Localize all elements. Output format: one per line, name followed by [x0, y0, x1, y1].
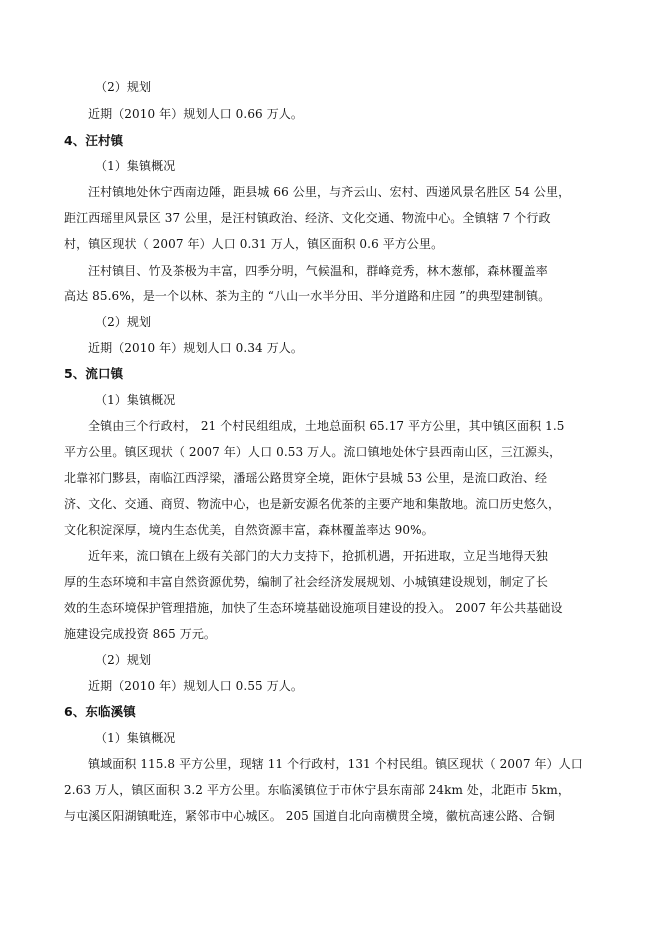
- paragraph-line: 距江西瑶里风景区 37 公里，是汪村镇政治、经济、文化交通、物流中心。全镇辖 7 个行政: [64, 211, 551, 225]
- paragraph-line: 近期（2010 年）规划人口 0.55 万人。: [88, 679, 304, 693]
- paragraph-line: 施建设完成投资 865 万元。: [64, 627, 217, 641]
- paragraph-line: 村，镇区现状（ 2007 年）人口 0.31 万人，镇区面积 0.6 平方公里。: [64, 237, 444, 251]
- paragraph-line: 效的生态环境保护管理措施，加快了生态环境基础设施项目建设的投入。 2007 年公共基础设: [64, 601, 563, 615]
- subsection-heading: （1）集镇概况: [95, 159, 176, 173]
- subsection-heading: （1）集镇概况: [95, 393, 176, 407]
- paragraph-line: 北靠祁门黟县，南临江西浮梁，潘瑶公路贯穿全境，距休宁县城 53 公里，是流口政治、经: [64, 471, 548, 485]
- section-heading: 4、汪村镇: [64, 133, 124, 148]
- paragraph-line: 文化积淀深厚，境内生态优美，自然资源丰富，森林覆盖率达 90%。: [64, 523, 434, 537]
- paragraph-line: 汪村镇目、竹及茶极为丰富，四季分明，气候温和，群峰竞秀，林木葱郁，森林覆盖率: [88, 264, 548, 278]
- paragraph-line: 全镇由三个行政村， 21 个村民组组成，土地总面积 65.17 平方公里，其中镇区面积 1.5: [88, 419, 565, 433]
- paragraph-line: 高达 85.6%，是一个以林、茶为主的 “八山一水半分田、半分道路和庄园 ”的典型建制镇。: [64, 289, 551, 303]
- paragraph-line: 近年来，流口镇在上级有关部门的大力支持下，抢抓机遇，开拓进取，立足当地得天独: [88, 549, 548, 563]
- section-heading: 5、流口镇: [64, 366, 124, 381]
- paragraph-line: 平方公里。镇区现状（ 2007 年）人口 0.53 万人。流口镇地处休宁县西南山区，三江源头，: [64, 445, 562, 459]
- paragraph-line: 近期（2010 年）规划人口 0.66 万人。: [88, 107, 304, 121]
- section-heading: 6、东临溪镇: [64, 704, 136, 719]
- subsection-heading: （2）规划: [95, 80, 152, 94]
- subsection-heading: （2）规划: [95, 315, 152, 329]
- paragraph-line: 济、文化、交通、商贸、物流中心，也是新安源名优茶的主要产地和集散地。流口历史悠久，: [64, 497, 561, 511]
- paragraph-line: 2.63 万人，镇区面积 3.2 平方公里。东临溪镇位于市休宁县东南部 24km 处，北距市 5km，: [64, 783, 570, 797]
- paragraph-line: 与屯溪区阳湖镇毗连，紧邻市中心城区。 205 国道自北向南横贯全境，徽杭高速公路、合铜: [64, 809, 555, 823]
- paragraph-line: 近期（2010 年）规划人口 0.34 万人。: [88, 341, 304, 355]
- subsection-heading: （1）集镇概况: [95, 731, 176, 745]
- paragraph-line: 镇域面积 115.8 平方公里，现辖 11 个行政村，131 个村民组。镇区现状（ 2007 年）人口: [88, 757, 583, 771]
- paragraph-line: 汪村镇地处休宁西南边陲，距县城 66 公里，与齐云山、宏村、西递风景名胜区 54 公里，: [88, 185, 571, 199]
- paragraph-line: 厚的生态环境和丰富自然资源优势，编制了社会经济发展规划、小城镇建设规划，制定了长: [64, 575, 549, 589]
- subsection-heading: （2）规划: [95, 653, 152, 667]
